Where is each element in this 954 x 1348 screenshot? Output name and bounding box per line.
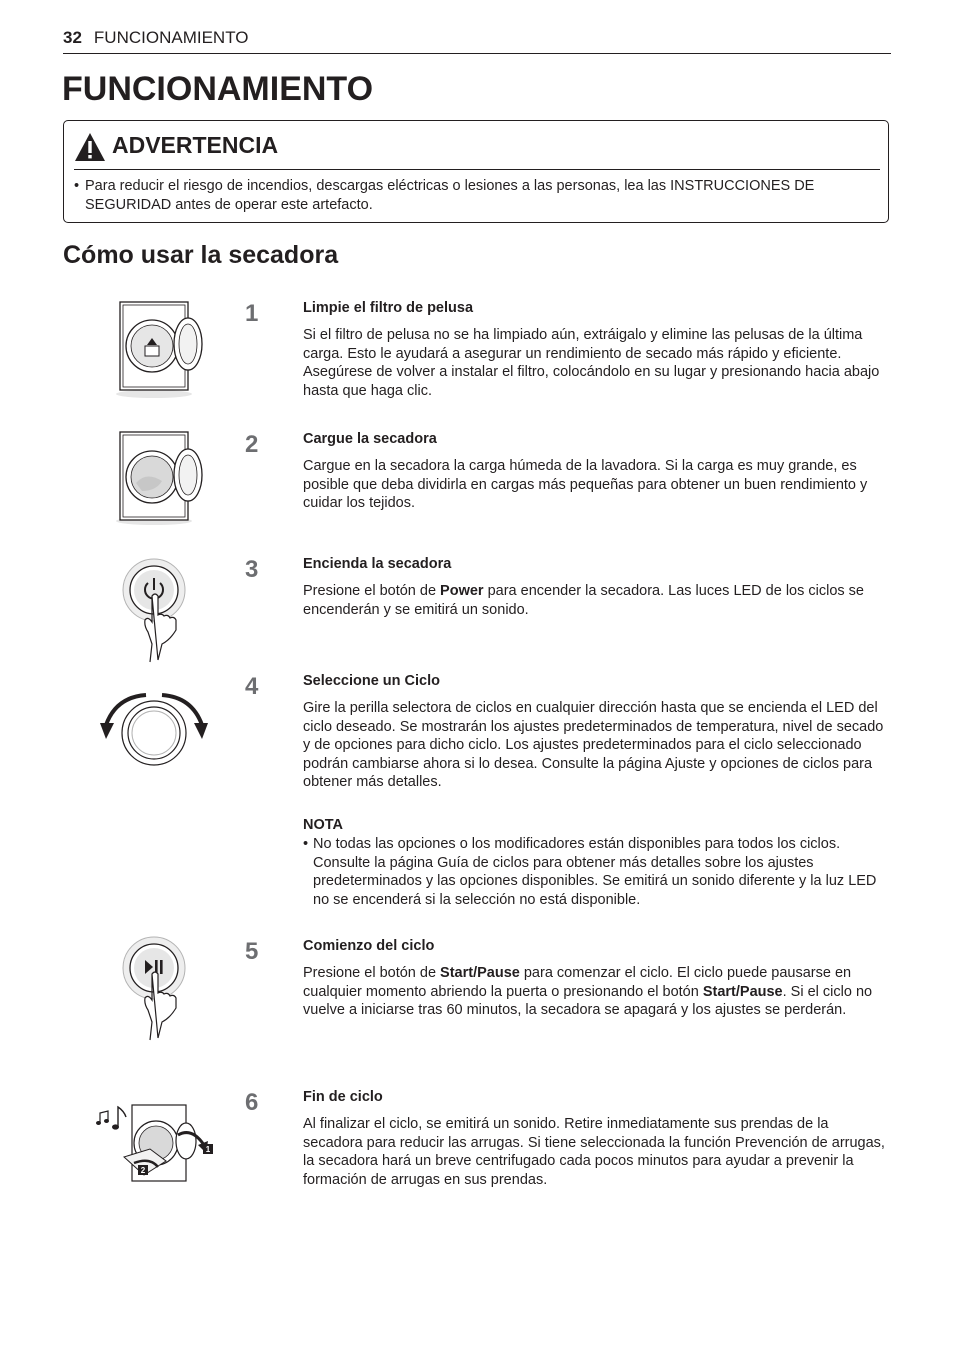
step-body-text: Presione el botón de	[303, 583, 441, 599]
step-heading: Seleccione un Ciclo	[303, 673, 440, 689]
end-of-cycle-illustration	[94, 1101, 218, 1185]
page-title: FUNCIONAMIENTO	[62, 70, 374, 108]
page-header	[63, 27, 891, 54]
warning-box	[63, 120, 889, 223]
step-body-text: . Si el ciclo no vuelve a iniciarse tras 60 minutos, la secadora se apagará y los ajustes se perderán.	[303, 983, 873, 1019]
step-number: 1	[245, 300, 259, 327]
step-number: 4	[245, 673, 259, 700]
power-label: Power	[440, 583, 484, 599]
bullet-icon: •	[303, 836, 309, 852]
step-number: 5	[245, 938, 259, 965]
step-number: 6	[245, 1089, 259, 1116]
callout-1-label: 1	[205, 1145, 211, 1154]
power-button-press-illustration	[118, 556, 190, 666]
callout-2-label: 2	[140, 1166, 146, 1175]
step-heading: Fin de ciclo	[303, 1089, 383, 1105]
page-number: 32	[63, 28, 82, 47]
start-pause-label: Start/Pause	[702, 983, 783, 1000]
step-number: 3	[245, 556, 259, 583]
note-title: NOTA	[303, 817, 344, 833]
warning-header	[74, 131, 880, 170]
step-body-text: para comenzar el ciclo. El ciclo puede pausarse en cualquier momento abriendo la puerta o presionando el botón	[303, 965, 852, 1000]
music-notes-icon	[96, 1107, 126, 1130]
warning-title: ADVERTENCIA	[112, 132, 279, 158]
bullet-icon: •	[74, 178, 80, 194]
step-body: Gire la perilla selectora de ciclos en cualquier dirección hasta que se encienda el LED del ciclo deseado. Se mostrarán los ajustes predeterminados de temperatura, nivel de secado y de opciones para dicho ciclo. Los ajustes predeterminados para el ciclo seleccionado podrán cambiarse ahora si lo desea. Consulte la página Ajuste y opciones de ciclos para obtener más detalles.	[303, 700, 884, 791]
step-body: Cargue en la secadora la carga húmeda de la lavadora. Si la carga es muy grande, es posible que deba dividirla en cargas más pequeñas para obtener un buen rendimiento y cuidar los tejidos.	[303, 458, 868, 512]
start-pause-label: Start/Pause	[440, 965, 520, 981]
dryer-lint-filter-illustration	[112, 300, 208, 400]
note-text: No todas las opciones o los modificadores están disponibles para todos los ciclos. Consulte la página Guía de ciclos para obtener más detalles sobre los ajustes predeterminados y las opciones disponibles. Se emitirá un sonido diferente y la luz LED no se encenderá si la selección no está disponible.	[313, 836, 877, 908]
note-body	[303, 835, 887, 909]
warning-triangle-icon	[74, 132, 106, 162]
step-body	[303, 964, 885, 1020]
cycle-knob-rotate-illustration	[98, 687, 210, 769]
step-number: 2	[245, 431, 259, 458]
start-pause-button-press-illustration	[118, 934, 190, 1044]
dryer-load-illustration	[112, 431, 208, 527]
step-body-text: Presione el botón de	[303, 965, 441, 981]
step-heading: Cargue la secadora	[303, 431, 437, 447]
step-body-text: para encender la secadora. Las luces LED de los ciclos se encenderán y se emitirá un sonido.	[303, 583, 864, 618]
step-body: Al finalizar el ciclo, se emitirá un sonido. Retire inmediatamente sus prendas de la secadora para reducir las arrugas. Si tiene seleccionada la función Prevención de arrugas, la secadora hará un breve centrifugado cada pocos minutos para ayudar a prevenir la formación de arrugas en sus prendas.	[303, 1116, 885, 1188]
step-heading: Encienda la secadora	[303, 556, 452, 572]
warning-text	[74, 177, 874, 215]
step-body	[303, 582, 885, 619]
step-heading: Limpie el filtro de pelusa	[303, 300, 474, 316]
step-body: Si el filtro de pelusa no se ha limpiado aún, extráigalo y elimine las pelusas de la última carga. Esto le ayudará a asegurar un rendimiento de secado más rápido y eficiente. Asegúrese de volver a instalar el filtro, colocándolo en su lugar y presionando hacia abajo hasta que haga clic.	[303, 327, 880, 399]
section-title: Cómo usar la secadora	[63, 241, 339, 269]
step-heading: Comienzo del ciclo	[303, 938, 435, 954]
warning-text-content: Para reducir el riesgo de incendios, descargas eléctricas o lesiones a las personas, lea las INSTRUCCIONES DE SEGURIDAD antes de operar este artefacto.	[85, 178, 815, 213]
header-section: FUNCIONAMIENTO	[93, 28, 249, 47]
